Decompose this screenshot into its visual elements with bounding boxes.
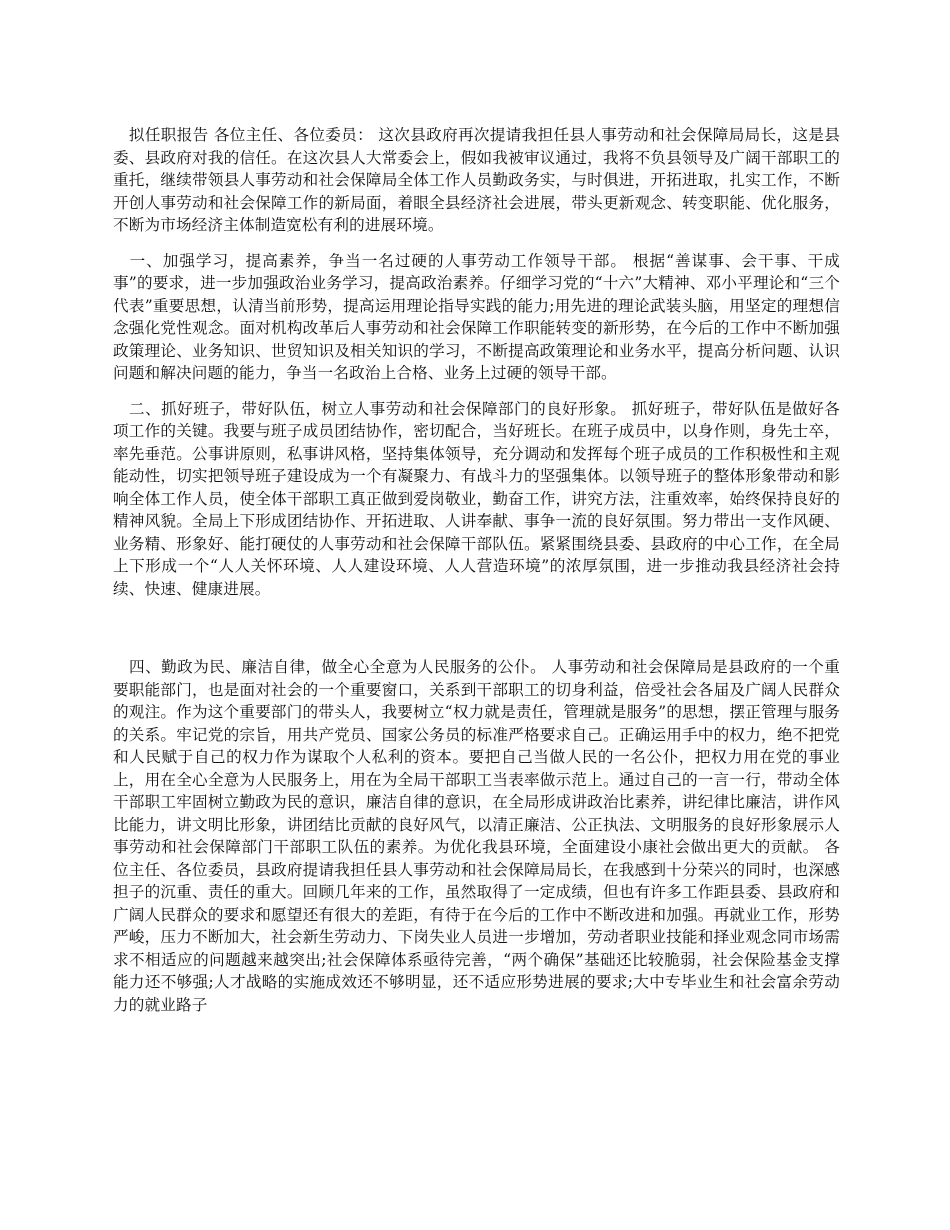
paragraph-section-one: 一、加强学习，提高素养，争当一名过硬的人事劳动工作领导干部。 根据“善谋事、会干事、干成事”的要求，进一步加强政治业务学习，提高政治素养。仔细学习党的“十六”大精神、邓小平理论和“三个代表”重要思想，认清当前形势，提高运用理论指导实践的能力;用先进的理论武装头脑，用坚定的理想信念强化党性观念。面对机构改革后人事劳动和社会保障工作职能转变的新形势，在今后的工作中不断加强政策理论、业务知识、世贸知识及相关知识的学习，不断提高政策理论和业务水平，提高分析问题、认识问题和解决问题的能力，争当一名政治上合格、业务上过硬的领导干部。: [113, 251, 840, 382]
paragraph-intro: 拟任职报告 各位主任、各位委员： 这次县政府再次提请我担任县人事劳动和社会保障局局长，这是县委、县政府对我的信任。在这次县人大常委会上，假如我被审议通过，我将不负县领导及广阔干部职工的重托，继续带领县人事劳动和社会保障局全体工作人员勤政务实，与时俱进，开拓进取，扎实工作，不断开创人事劳动和社会保障工作的新局面，着眼全县经济社会进展，带头更新观念、转变职能、优化服务，不断为市场经济主体制造宽松有利的进展环境。: [113, 126, 840, 234]
paragraph-section-four: 四、勤政为民、廉洁自律，做全心全意为人民服务的公仆。 人事劳动和社会保障局是县政府的一个重要职能部门，也是面对社会的一个重要窗口，关系到干部职工的切身利益，倍受社会各届及广阔人民群众的观注。作为这个重要部门的带头人，我要树立“权力就是责任，管理就是服务”的思想，摆正管理与服务的关系。牢记党的宗旨，用共产党员、国家公务员的标准严格要求自己。正确运用手中的权力，绝不把党和人民赋于自己的权力作为谋取个人私利的资本。要把自己当做人民的一名公仆，把权力用在党的事业上，用在全心全意为人民服务上，用在为全局干部职工当表率做示范上。通过自己的一言一行，带动全体干部职工牢固树立勤政为民的意识，廉洁自律的意识，在全局形成讲政治比素养，讲纪律比廉洁，讲作风比能力，讲文明比形象，讲团结比贡献的良好风气，以清正廉洁、公正执法、文明服务的良好形象展示人事劳动和社会保障部门干部职工队伍的素养。为优化我县环境，全面建设小康社会做出更大的贡献。 各位主任、各位委员，县政府提请我担任县人事劳动和社会保障局局长，在我感到十分荣兴的同时，也深感担子的沉重、责任的重大。回顾几年来的工作，虽然取得了一定成绩，但也有许多工作距县委、县政府和广阔人民群众的要求和愿望还有很大的差距，有待于在今后的工作中不断改进和加强。再就业工作，形势严峻，压力不断加大，社会新生劳动力、下岗失业人员进一步增加，劳动者职业技能和择业观念同市场需求不相适应的问题越来越突出;社会保障体系亟待完善，“两个确保”基础还比较脆弱，社会保险基金支撑能力还不够强;人才战略的实施成效还不够明显，还不适应形势进展的要求;大中专毕业生和社会富余劳动力的就业路子: [113, 658, 840, 1014]
document-body: [113, 124, 840, 1016]
paragraph-section-two: 二、抓好班子，带好队伍，树立人事劳动和社会保障部门的良好形象。 抓好班子，带好队伍是做好各项工作的关键。我要与班子成员团结协作，密切配合，当好班长。在班子成员中，以身作则，身先士卒，率先垂范。公事讲原则，私事讲风格，坚持集体领导，充分调动和发挥每个班子成员的工作积极性和主观能动性，切实把领导班子建设成为一个有凝聚力、有战斗力的坚强集体。以领导班子的整体形象带动和影响全体工作人员，使全体干部职工真正做到爱岗敬业，勤奋工作，讲究方法，注重效率，始终保持良好的精神风貌。全局上下形成团结协作、开拓进取、人讲奉献、事争一流的良好氛围。努力带出一支作风硬、业务精、形象好、能打硬仗的人事劳动和社会保障干部队伍。紧紧围绕县委、县政府的中心工作，在全局上下形成一个“人人关怀环境、人人建设环境、人人营造环境”的浓厚氛围，进一步推动我县经济社会持续、快速、健康进展。: [113, 399, 840, 598]
